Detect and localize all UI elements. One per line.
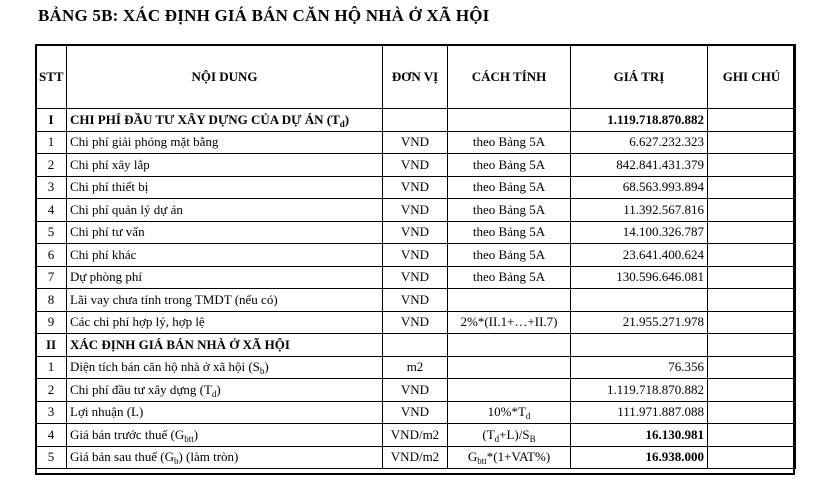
row-unit: VND [383, 244, 448, 267]
table-row [36, 356, 796, 379]
row-content: Chi phí giải phóng mặt bằng [67, 131, 383, 154]
header-stt: STT [36, 45, 67, 109]
row-content: Chi phí xây lắp [67, 154, 383, 177]
row-stt: 2 [36, 379, 67, 402]
row-stt: 6 [36, 244, 67, 267]
row-content: Lãi vay chưa tính trong TMDT (nếu có) [67, 289, 383, 312]
row-stt: 5 [36, 221, 67, 244]
section-stt: I [36, 109, 67, 132]
row-value: 14.100.326.787 [571, 221, 708, 244]
row-method: $10\%*T_d$ [448, 401, 571, 424]
row-content: Dự phòng phí [67, 266, 383, 289]
row-note [708, 199, 796, 222]
row-unit: VND [383, 131, 448, 154]
row-unit: VND [383, 289, 448, 312]
row-unit: VND [383, 379, 448, 402]
row-value: 76.356 [571, 356, 708, 379]
page-title: BẢNG 5B: XÁC ĐỊNH GIÁ BÁN CĂN HỘ NHÀ Ở XÃ HỘI [38, 6, 490, 25]
table-row [36, 446, 796, 469]
row-note [708, 266, 796, 289]
header-unit: ĐƠN VỊ [383, 45, 448, 109]
table-row [36, 289, 796, 312]
row-stt: 1 [36, 131, 67, 154]
row-stt: 5 [36, 446, 67, 469]
row-unit: VND [383, 221, 448, 244]
row-method: theo Bảng 5A [448, 154, 571, 177]
header-note: GHI CHÚ [708, 45, 796, 109]
row-content: Diện tích bán căn hộ nhà ở xã hội $(S_b)$ [67, 356, 383, 379]
row-content: Chi phí tư vấn [67, 221, 383, 244]
row-method [448, 379, 571, 402]
row-value: 842.841.431.379 [571, 154, 708, 177]
row-content: Giá bán trước thuế $(G_{btt})$ [67, 424, 383, 447]
empty-cell [448, 334, 571, 357]
row-value: 68.563.993.894 [571, 176, 708, 199]
row-stt: 4 [36, 199, 67, 222]
row-note [708, 446, 796, 469]
section-value: 1.119.718.870.882 [571, 109, 708, 132]
header-value: GIÁ TRỊ [571, 45, 708, 109]
row-unit: VND [383, 176, 448, 199]
section-stt: II [36, 334, 67, 357]
row-note [708, 221, 796, 244]
empty-cell [571, 334, 708, 357]
table-row [36, 176, 796, 199]
section-row-2 [36, 334, 796, 357]
row-content: Chi phí đầu tư xây dựng $(T_d)$ [67, 379, 383, 402]
row-method [448, 356, 571, 379]
row-value: 23.641.400.624 [571, 244, 708, 267]
row-stt: 7 [36, 266, 67, 289]
row-stt: 3 [36, 176, 67, 199]
row-unit: VND [383, 401, 448, 424]
section-row-1 [36, 109, 796, 132]
row-value: 11.392.567.816 [571, 199, 708, 222]
row-method: theo Bảng 5A [448, 131, 571, 154]
row-value: 21.955.271.978 [571, 311, 708, 334]
row-content: Chi phí khác [67, 244, 383, 267]
row-content: Chi phí quản lý dự án [67, 199, 383, 222]
row-stt: 8 [36, 289, 67, 312]
header-content: NỘI DUNG [67, 45, 383, 109]
table-row [36, 244, 796, 267]
section-label: XÁC ĐỊNH GIÁ BÁN NHÀ Ở XÃ HỘI [67, 334, 383, 357]
row-value: 1.119.718.870.882 [571, 379, 708, 402]
row-unit: VND [383, 266, 448, 289]
row-stt: 2 [36, 154, 67, 177]
row-method [448, 289, 571, 312]
row-method: $(T_d+L)/S_B$ [448, 424, 571, 447]
row-unit: VND [383, 154, 448, 177]
row-note [708, 356, 796, 379]
row-unit: VND/m2 [383, 424, 448, 447]
row-note [708, 424, 796, 447]
row-value [571, 289, 708, 312]
table-row [36, 266, 796, 289]
row-unit: VND/m2 [383, 446, 448, 469]
row-note [708, 401, 796, 424]
header-method: CÁCH TÍNH [448, 45, 571, 109]
row-content: Lợi nhuận (L) [67, 401, 383, 424]
row-note [708, 311, 796, 334]
price-table [35, 44, 796, 469]
table-row [36, 424, 796, 447]
table-row [36, 401, 796, 424]
section-label: CHI PHÍ ĐẦU TƯ XÂY DỰNG CỦA DỰ ÁN $(T_d)$ [67, 109, 383, 132]
row-unit: VND [383, 311, 448, 334]
row-value: 111.971.887.088 [571, 401, 708, 424]
empty-cell [383, 334, 448, 357]
row-method: theo Bảng 5A [448, 221, 571, 244]
empty-cell [708, 334, 796, 357]
row-unit: m2 [383, 356, 448, 379]
row-note [708, 289, 796, 312]
table-row [36, 379, 796, 402]
row-method: theo Bảng 5A [448, 176, 571, 199]
row-method: 2%*(II.1+…+II.7) [448, 311, 571, 334]
row-method: theo Bảng 5A [448, 199, 571, 222]
row-method: $G_{btt}*(1+VAT\%)$ [448, 446, 571, 469]
row-stt: 4 [36, 424, 67, 447]
row-method: theo Bảng 5A [448, 266, 571, 289]
row-value: 16.130.981 [571, 424, 708, 447]
row-note [708, 131, 796, 154]
table-row [36, 154, 796, 177]
row-unit: VND [383, 199, 448, 222]
table-row [36, 221, 796, 244]
row-note [708, 244, 796, 267]
row-content: Các chi phí hợp lý, hợp lệ [67, 311, 383, 334]
row-content: Chi phí thiết bị [67, 176, 383, 199]
row-stt: 1 [36, 356, 67, 379]
table-row [36, 131, 796, 154]
header-row [36, 45, 796, 109]
row-stt: 9 [36, 311, 67, 334]
row-value: 16.938.000 [571, 446, 708, 469]
row-value: 130.596.646.081 [571, 266, 708, 289]
row-stt: 3 [36, 401, 67, 424]
row-note [708, 154, 796, 177]
table-row [36, 199, 796, 222]
row-note [708, 176, 796, 199]
row-content: Giá bán sau thuế $(G_b)$ (làm tròn) [67, 446, 383, 469]
row-note [708, 379, 796, 402]
table-row [36, 311, 796, 334]
row-value: 6.627.232.323 [571, 131, 708, 154]
row-method: theo Bảng 5A [448, 244, 571, 267]
